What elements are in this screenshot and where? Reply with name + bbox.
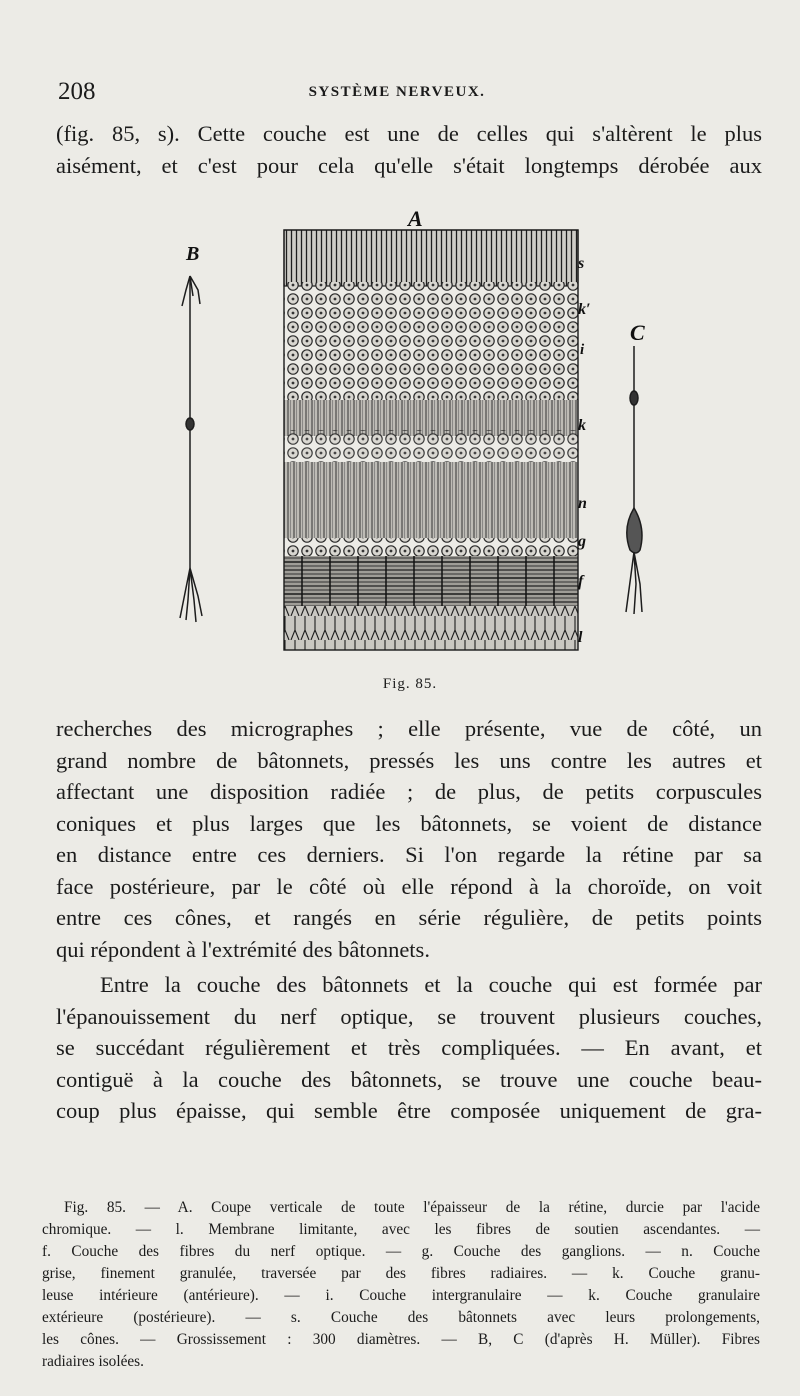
main-text xyxy=(56,713,762,1127)
legend-line: grise, finement granulée, traversée par des fibres radiaires. — k. Couche granu- xyxy=(42,1265,760,1282)
page-number: 208 xyxy=(58,78,96,105)
figure-caption-label: Fig. 85. xyxy=(382,676,438,692)
text-line: affectant une disposition radiée ; de plus, de petits corpuscules xyxy=(56,779,762,804)
isolated-radial-fiber-b xyxy=(180,276,202,622)
top-paragraph xyxy=(56,118,762,181)
text-line: (fig. 85, s). Cette couche est une de celles qui s'altèrent le plus xyxy=(56,121,762,146)
text-line: entre ces cônes, et rangés en série régulière, de petits points xyxy=(56,905,762,930)
text-line: contiguë à la couche des bâtonnets, se trouve une couche beau- xyxy=(56,1066,762,1092)
legend-line: extérieure (postérieure). — s. Couche des bâtonnets avec leurs prolongements, xyxy=(42,1309,760,1326)
text-line: grand nombre de bâtonnets, pressés les uns contre les autres et xyxy=(56,747,762,773)
isolated-radial-fiber-c xyxy=(626,346,642,614)
text-line: coniques et plus larges que les bâtonnets, se voient de distance xyxy=(56,810,762,836)
legend-line: chromique. — l. Membrane limitante, avec les fibres de soutien ascendantes. — xyxy=(42,1221,760,1238)
label-c: C xyxy=(630,320,645,345)
retina-section-block xyxy=(284,230,578,650)
paragraph xyxy=(56,969,762,1127)
legend-line: Fig. 85. — A. Coupe verticale de toute l'épaisseur de la rétine, durcie par l'acide xyxy=(64,1199,760,1216)
label-n: n xyxy=(578,495,587,512)
text-line: Entre la couche des bâtonnets et la couche qui est formée par xyxy=(100,972,762,997)
running-title: SYSTÈME NERVEUX. xyxy=(308,84,486,100)
figure-legend xyxy=(42,1197,760,1373)
label-l: l xyxy=(578,629,583,646)
text-line: coup plus épaisse, qui semble être composée uniquement de gra- xyxy=(56,1098,762,1123)
label-i: i xyxy=(580,342,585,358)
label-b: B xyxy=(186,243,200,265)
text-line: recherches des micrographes ; elle présente, vue de côté, un xyxy=(56,716,762,741)
legend-line: les cônes. — Grossissement : 300 diamètres. — B, C (d'après H. Müller). Fibres xyxy=(42,1331,760,1348)
text-line: se succédant régulièrement et très compliquées. — En avant, et xyxy=(56,1035,762,1060)
text-line: qui répondent à l'extrémité des bâtonnets. xyxy=(56,936,430,962)
text-line: en distance entre ces derniers. Si l'on regarde la rétine par sa xyxy=(56,842,762,867)
legend-line: radiaires isolées. xyxy=(42,1353,144,1370)
label-f: f xyxy=(578,573,584,590)
text-line: face postérieure, par le côté où elle répond à la choroïde, on voit xyxy=(56,873,762,899)
label-g: g xyxy=(578,533,586,550)
paragraph xyxy=(56,713,762,965)
retina-section-illustration xyxy=(160,208,660,678)
text-line: aisément, et c'est pour cela qu'elle s'était longtemps dérobée aux xyxy=(56,152,762,178)
label-a: A xyxy=(408,208,423,231)
label-k: k xyxy=(578,417,586,434)
label-k-prime: k′ xyxy=(578,301,591,318)
legend-line: leuse intérieure (antérieure). — i. Couche intergranulaire — k. Couche granulaire xyxy=(42,1287,760,1304)
page-header xyxy=(58,78,736,110)
figure-85 xyxy=(160,208,660,700)
label-s: s xyxy=(578,255,585,272)
legend-line: f. Couche des fibres du nerf optique. — g. Couche des ganglions. — n. Couche xyxy=(42,1243,760,1260)
text-line: l'épanouissement du nerf optique, se trouvent plusieurs couches, xyxy=(56,1003,762,1029)
